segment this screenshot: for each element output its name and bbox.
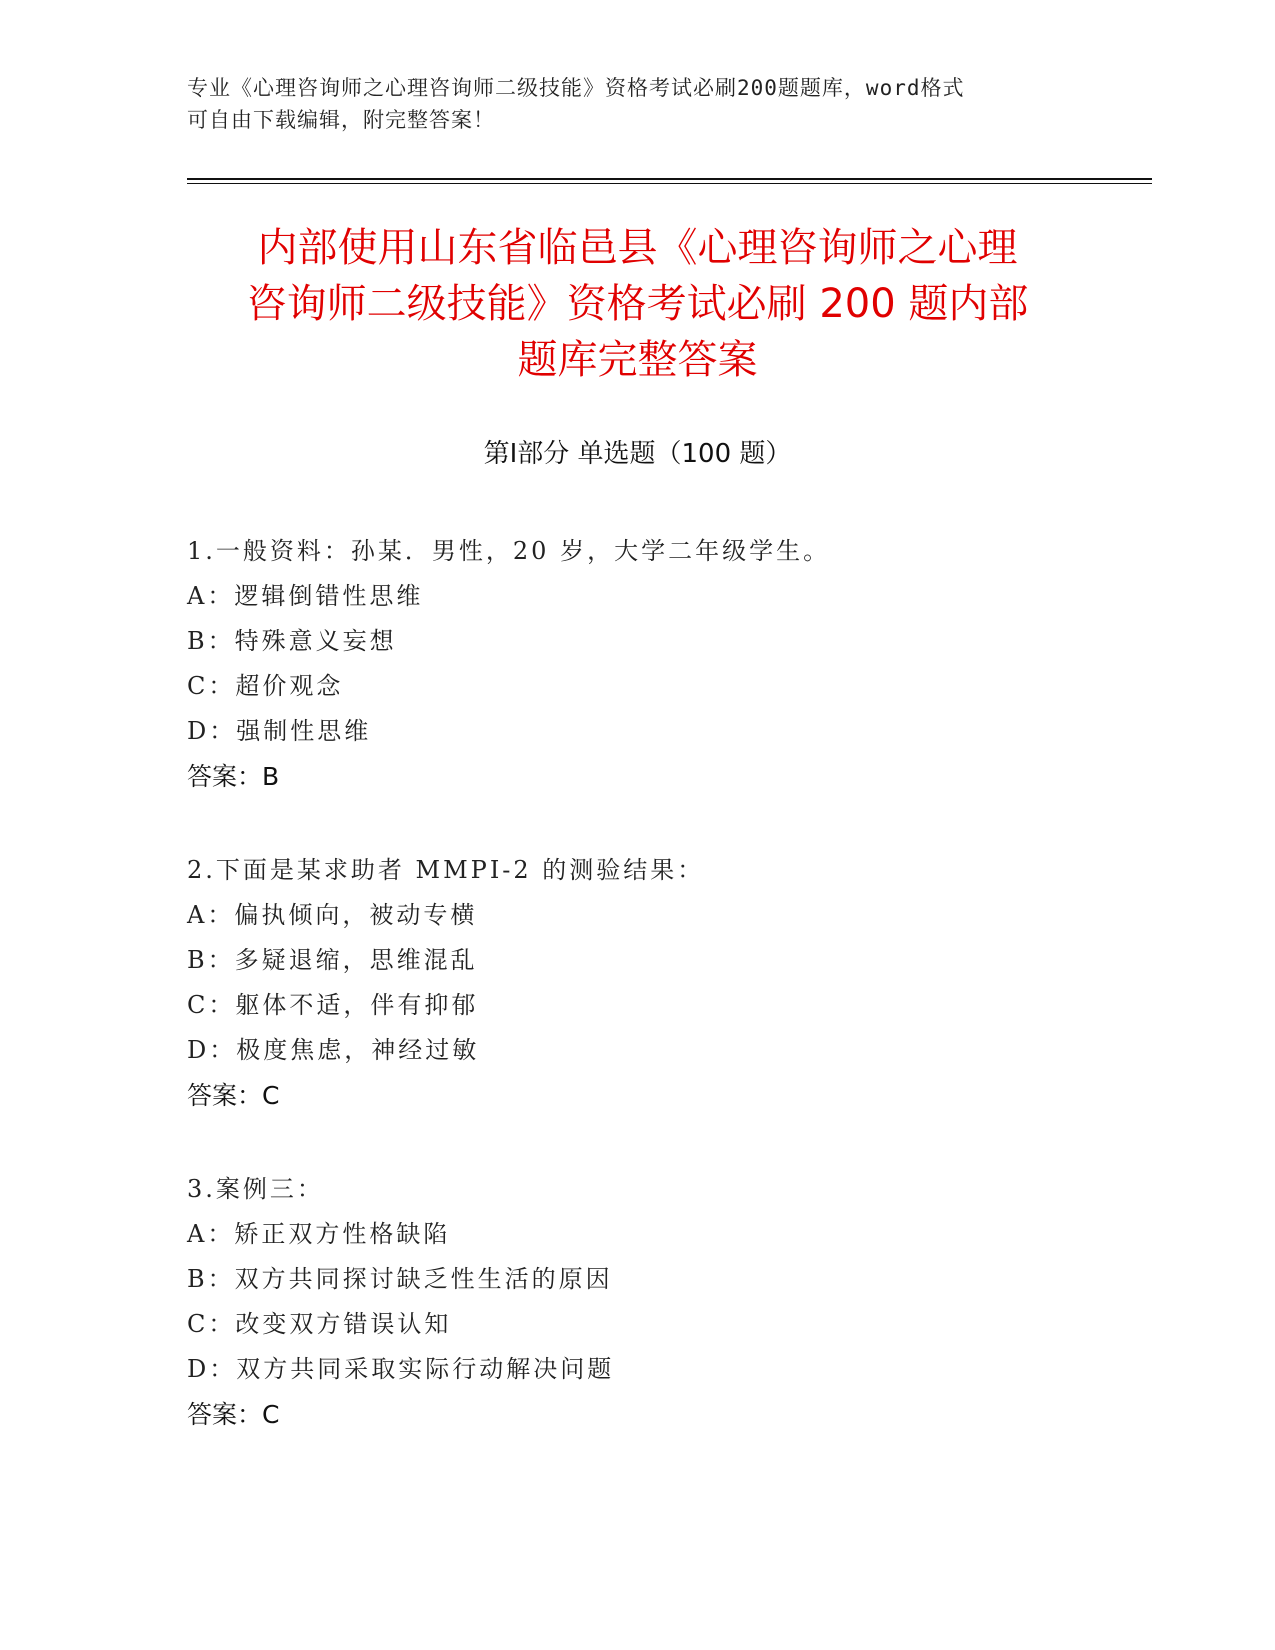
answer-line: 答案：C [187,1400,280,1429]
question-item [187,529,1087,799]
option-c: C：改变双方错误认知 [187,1310,452,1338]
answer-line: 答案：B [187,762,280,791]
option-b: B：特殊意义妄想 [187,627,397,655]
option-d: D：极度焦虑，神经过敏 [187,1036,480,1064]
header-note-line: 专业《心理咨询师之心理咨询师二级技能》资格考试必刷200题题库，word格式 [187,76,965,100]
header-divider-thick [187,178,1152,180]
question-item [187,848,1087,1118]
question-stem: 1.一般资料：孙某．男性，20 岁，大学二年级学生。 [187,537,831,565]
option-a: A：偏执倾向，被动专横 [187,901,478,929]
option-c: C：躯体不适，伴有抑郁 [187,991,479,1019]
option-c: C：超价观念 [187,672,344,700]
header-divider-thin [187,183,1152,184]
option-b: B：双方共同探讨缺乏性生活的原因 [187,1265,613,1293]
document-title [130,220,1145,388]
question-stem: 2.下面是某求助者 MMPI-2 的测验结果： [187,856,705,884]
option-d: D：双方共同采取实际行动解决问题 [187,1355,615,1383]
option-d: D：强制性思维 [187,717,372,745]
title-line: 内部使用山东省临邑县《心理咨询师之心理 [257,225,1018,271]
option-a: A：逻辑倒错性思维 [187,582,424,610]
question-item [187,1167,1087,1437]
option-a: A：矫正双方性格缺陷 [187,1220,451,1248]
option-b: B：多疑退缩，思维混乱 [187,946,478,974]
section-heading: 第Ⅰ部分 单选题（100 题） [483,439,792,469]
question-stem: 3.案例三： [187,1175,324,1203]
title-line: 题库完整答案 [517,337,758,383]
header-note-line: 可自由下载编辑，附完整答案！ [187,108,495,132]
title-line: 咨询师二级技能》资格考试必刷 200 题内部 [246,281,1029,327]
header-note [187,72,1067,136]
answer-line: 答案：C [187,1081,280,1110]
